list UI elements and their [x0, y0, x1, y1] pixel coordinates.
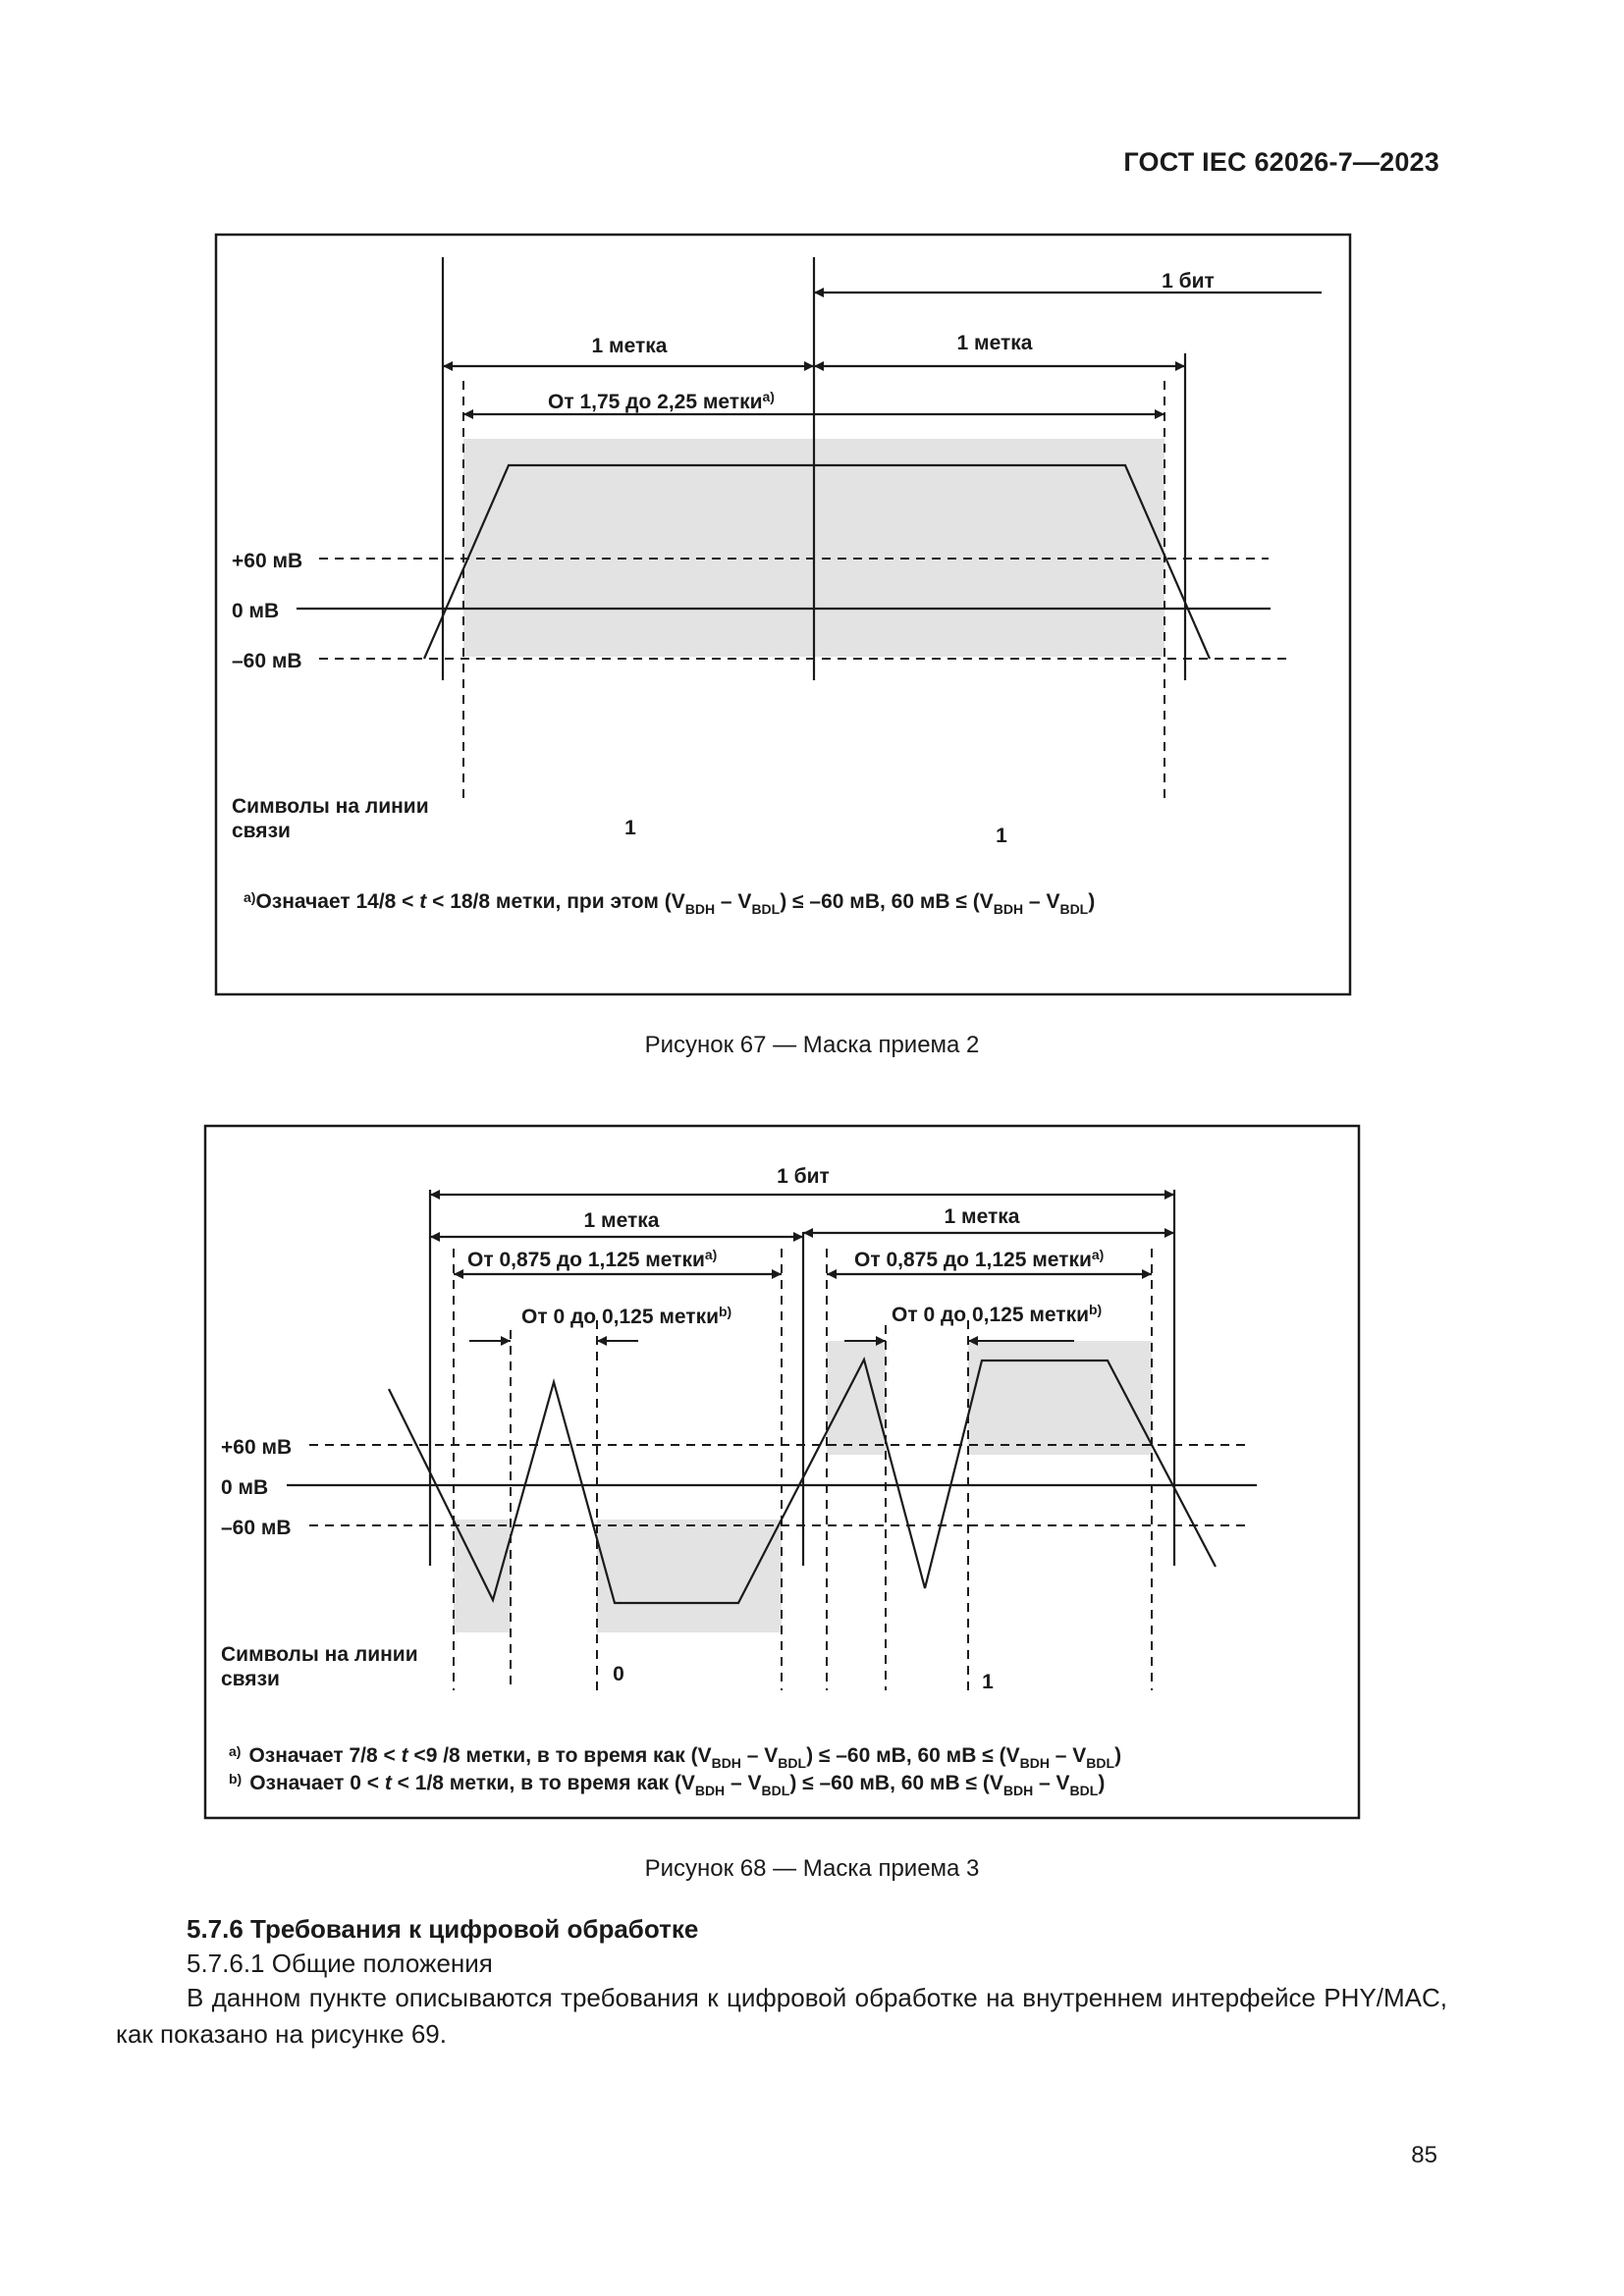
bit-label: 1 бит — [1162, 270, 1215, 293]
section-title: 5.7.6 Требования к цифровой обработке — [187, 1914, 699, 1944]
symbol-1-second: 1 — [996, 825, 1007, 847]
symbol-1: 1 — [982, 1671, 994, 1693]
mask-high-right — [968, 1341, 1152, 1455]
document-header: ГОСТ IEC 62026-7—2023 — [1123, 147, 1439, 177]
footnote-a: $^{a)}$Означает 14/8 < t < 18/8 метки, при этом $(V_{BDH} - V_{BDL}) \le -60$ мВ, 60 мВ ≤ $(V_{BDH} - V_{BDL})$ — [244, 889, 1096, 917]
symbols-label-line1: Символы на линии — [232, 795, 429, 818]
level-label-low: –60 мВ — [221, 1517, 292, 1539]
mark-label-right: 1 метка — [944, 1205, 1020, 1228]
figure-67-diagram — [0, 0, 1624, 1021]
mask-high-left — [827, 1341, 886, 1455]
mark-label-right: 1 метка — [956, 332, 1033, 354]
figure-68-diagram — [0, 1099, 1624, 1845]
mask-low-right — [597, 1520, 782, 1632]
figure-67 — [0, 0, 1624, 1021]
level-label-zero: 0 мВ — [221, 1476, 269, 1499]
small-range-label-right: От 0 до 0,125 метки$^{b)}$ — [892, 1302, 1103, 1326]
figure-68 — [0, 1099, 1624, 1845]
footnote-a: $^{a)}$ Означает 7/8 < t <9 /8 метки, в то время как $(V_{BDH} - V_{BDL}) \le -60$ мВ, 60 мВ ≤ $(V_{BDH} - V_{BDL})$ — [229, 1743, 1122, 1771]
bit-label: 1 бит — [777, 1165, 830, 1188]
symbols-label-line2: связи — [232, 820, 291, 842]
page-number: 85 — [1411, 2142, 1437, 2168]
level-label-zero: 0 мВ — [232, 600, 280, 622]
symbol-1-first: 1 — [624, 817, 636, 839]
range-label: От 1,75 до 2,25 метки$^{a)}$ — [548, 389, 775, 413]
footnote-b: $^{b)}$ Означает 0 < t < 1/8 метки, в то время как $(V_{BDH} - V_{BDL}) \le -60$ мВ, 60 мВ ≤ $(V_{BDH} - V_{BDL})$ — [229, 1771, 1106, 1798]
symbol-0: 0 — [613, 1663, 624, 1685]
range-label-right: От 0,875 до 1,125 метки$^{a)}$ — [854, 1247, 1105, 1271]
mark-label-left: 1 метка — [583, 1209, 660, 1232]
symbols-label-line2: связи — [221, 1668, 280, 1690]
small-range-label-left: От 0 до 0,125 метки$^{b)}$ — [521, 1304, 732, 1328]
symbols-label-line1: Символы на линии — [221, 1643, 418, 1666]
subsection-title: 5.7.6.1 Общие положения — [187, 1949, 493, 1978]
level-label-low: –60 мВ — [232, 650, 302, 672]
range-label-left: От 0,875 до 1,125 метки$^{a)}$ — [467, 1247, 718, 1271]
mark-label-left: 1 метка — [591, 335, 668, 357]
level-label-high: +60 мВ — [232, 550, 303, 572]
figure-68-caption: Рисунок 68 — Маска приема 3 — [644, 1855, 980, 1882]
body-paragraph: В данном пункте описываются требования к цифровой обработке на внутреннем интерфейсе PHY/MAC, как показано на рисунке 69. — [116, 1983, 1447, 2049]
figure-67-caption: Рисунок 67 — Маска приема 2 — [644, 1032, 980, 1058]
level-label-high: +60 мВ — [221, 1436, 293, 1459]
